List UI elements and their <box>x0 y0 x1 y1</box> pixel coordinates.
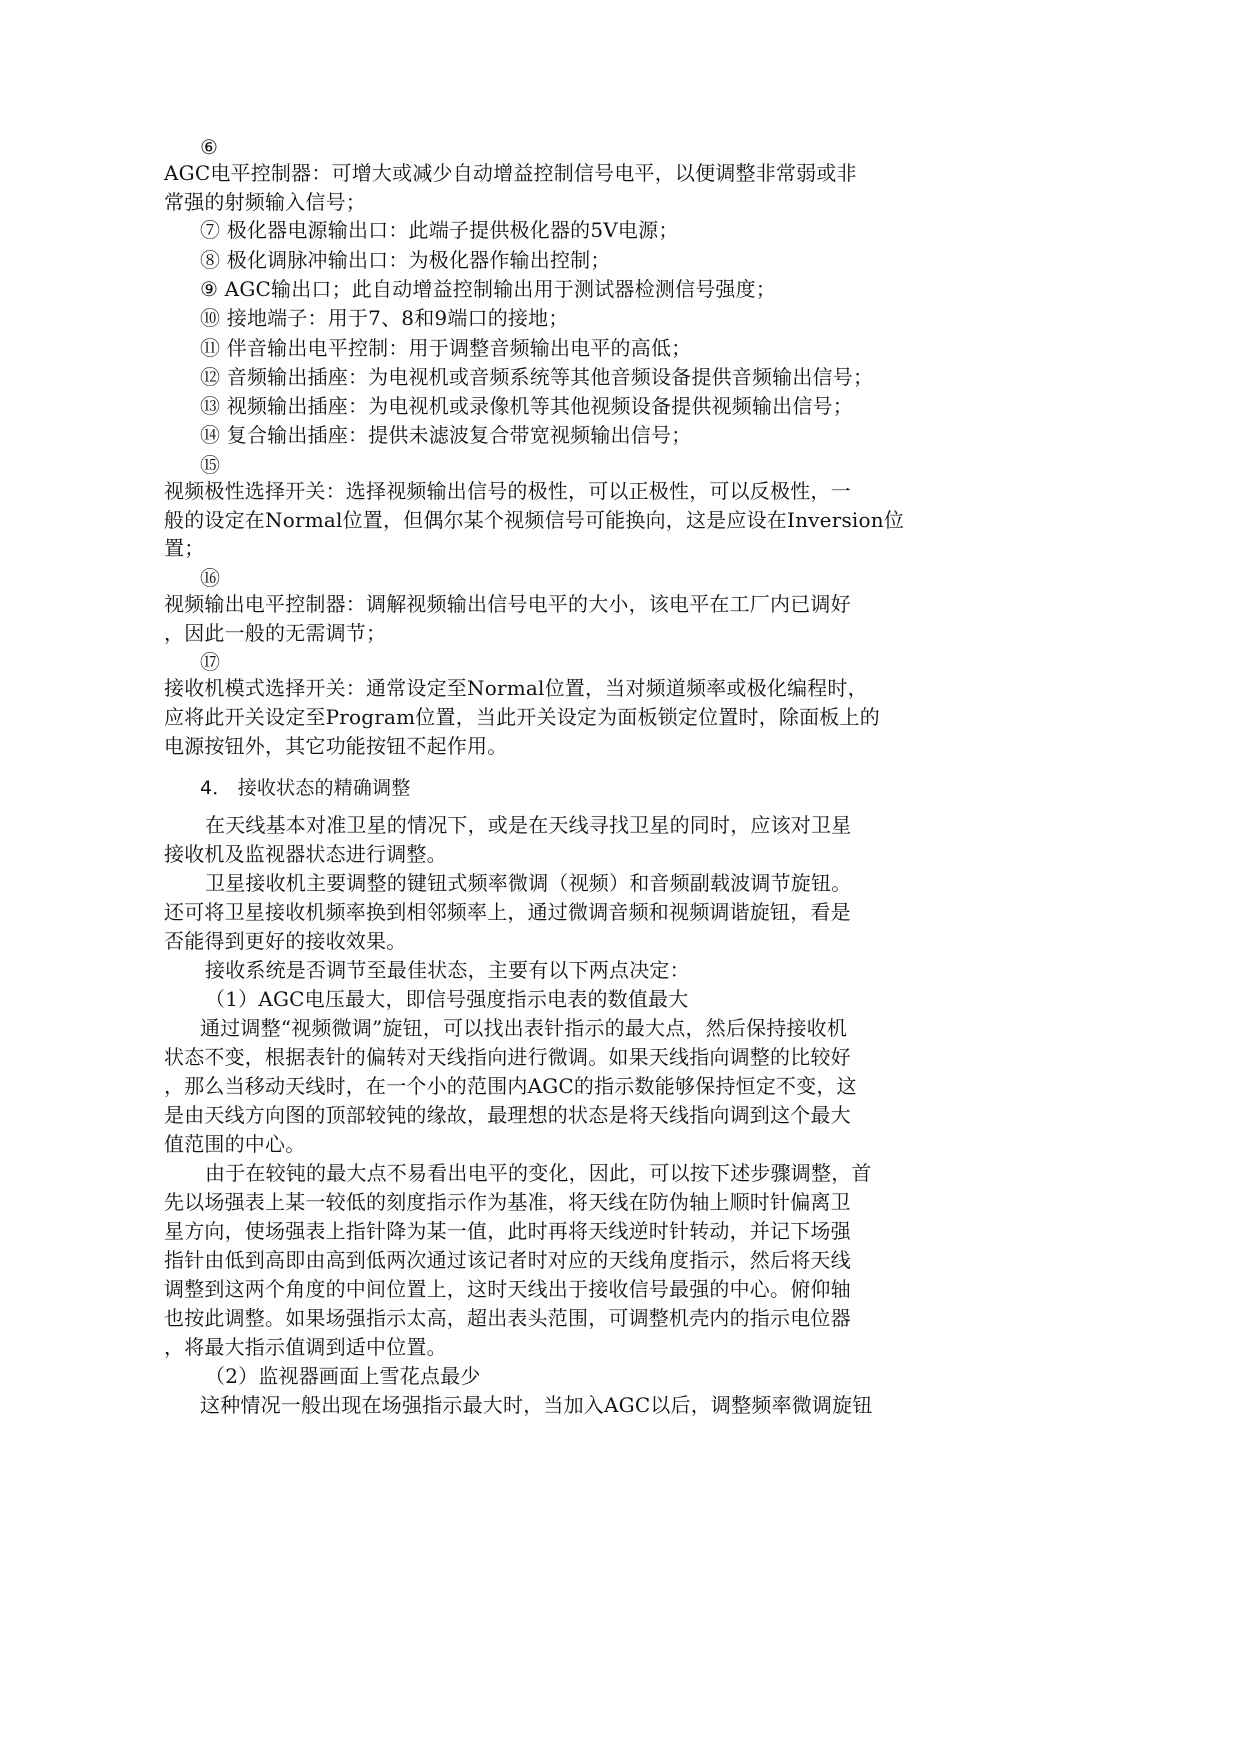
list-item-11: ⑪ 伴音输出电平控制：用于调整音频输出电平的高低； <box>200 336 692 360</box>
paragraph-line: ，将最大指示值调到适中位置。 <box>164 1335 447 1359</box>
list-item-7: ⑦ 极化器电源输出口：此端子提供极化器的5V电源； <box>200 218 679 242</box>
paragraph-line: 般的设定在Normal位置，但偶尔某个视频信号可能换向，这是应设在Inversion位 <box>164 508 905 532</box>
paragraph-line: 置； <box>164 536 205 560</box>
paragraph-line: 调整到这两个角度的中间位置上，这时天线出于接收信号最强的中心。俯仰轴 <box>164 1277 851 1301</box>
paragraph-line: 卫星接收机主要调整的键钮式频率微调（视频）和音频副载波调节旋钮。 <box>205 871 852 895</box>
subheading-2: （2）监视器画面上雪花点最少 <box>205 1364 481 1388</box>
paragraph-line: 状态不变，根据表针的偏转对天线指向进行微调。如果天线指向调整的比较好 <box>164 1045 851 1069</box>
paragraph-line: 视频极性选择开关：选择视频输出信号的极性，可以正极性，可以反极性，一 <box>164 479 851 503</box>
subheading-1: （1）AGC电压最大，即信号强度指示电表的数值最大 <box>205 987 689 1011</box>
list-item-9: ⑨ AGC输出口；此自动增益控制输出用于测试器检测信号强度； <box>200 277 777 301</box>
paragraph-line: 指针由低到高即由高到低两次通过该记者时对应的天线角度指示，然后将天线 <box>164 1248 851 1272</box>
item-6-marker: ⑥ <box>200 135 219 159</box>
paragraph-line: 接收系统是否调节至最佳状态，主要有以下两点决定： <box>205 958 690 982</box>
list-item-8: ⑧ 极化调脉冲输出口：为极化器作输出控制； <box>200 248 611 272</box>
paragraph-line: 接收机模式选择开关：通常设定至Normal位置，当对频道频率或极化编程时， <box>164 676 868 700</box>
list-item-14: ⑭ 复合输出插座：提供未滤波复合带宽视频输出信号； <box>200 423 692 447</box>
list-item-10: ⑩ 接地端子：用于7、8和9端口的接地； <box>200 306 569 330</box>
paragraph-line: 也按此调整。如果场强指示太高，超出表头范围，可调整机壳内的指示电位器 <box>164 1306 851 1330</box>
list-item-12: ⑫ 音频输出插座：为电视机或音频系统等其他音频设备提供音频输出信号； <box>200 365 874 389</box>
item-17-marker: ⑰ <box>200 650 221 674</box>
paragraph-line: AGC电平控制器：可增大或减少自动增益控制信号电平，以便调整非常弱或非 <box>164 161 857 185</box>
item-16-marker: ⑯ <box>200 566 221 590</box>
list-item-13: ⑬ 视频输出插座：为电视机或录像机等其他视频设备提供视频输出信号； <box>200 394 853 418</box>
paragraph-line: 视频输出电平控制器：调解视频输出信号电平的大小，该电平在工厂内已调好 <box>164 592 851 616</box>
paragraph-line: 应将此开关设定至Program位置，当此开关设定为面板锁定位置时，除面板上的 <box>164 705 880 729</box>
item-15-marker: ⑮ <box>200 453 221 477</box>
paragraph-line: 电源按钮外，其它功能按钮不起作用。 <box>164 734 508 758</box>
paragraph-line: 通过调整“视频微调”旋钮，可以找出表针指示的最大点，然后保持接收机 <box>200 1016 848 1040</box>
paragraph-line: 接收机及监视器状态进行调整。 <box>164 842 447 866</box>
paragraph-line: 常强的射频输入信号； <box>164 190 366 214</box>
paragraph-line: 是由天线方向图的顶部较钝的缘故，最理想的状态是将天线指向调到这个最大 <box>164 1103 851 1127</box>
paragraph-line: 值范围的中心。 <box>164 1132 306 1156</box>
paragraph-line: 先以场强表上某一较低的刻度指示作为基准，将天线在防伪轴上顺时针偏离卫 <box>164 1190 851 1214</box>
paragraph-line: ，那么当移动天线时，在一个小的范围内AGC的指示数能够保持恒定不变，这 <box>164 1074 857 1098</box>
paragraph-line: 星方向，使场强表上指针降为某一值，此时再将天线逆时针转动，并记下场强 <box>164 1219 851 1243</box>
paragraph-line: 否能得到更好的接收效果。 <box>164 929 407 953</box>
paragraph-line: 还可将卫星接收机频率换到相邻频率上，通过微调音频和视频调谐旋钮，看是 <box>164 900 851 924</box>
section-heading: 4． 接收状态的精确调整 <box>200 777 411 799</box>
paragraph-line: 由于在较钝的最大点不易看出电平的变化，因此，可以按下述步骤调整，首 <box>205 1161 872 1185</box>
paragraph-line: 在天线基本对准卫星的情况下，或是在天线寻找卫星的同时，应该对卫星 <box>205 813 852 837</box>
paragraph-line: ，因此一般的无需调节； <box>164 621 387 645</box>
paragraph-line: 这种情况一般出现在场强指示最大时，当加入AGC以后，调整频率微调旋钮 <box>200 1393 873 1417</box>
